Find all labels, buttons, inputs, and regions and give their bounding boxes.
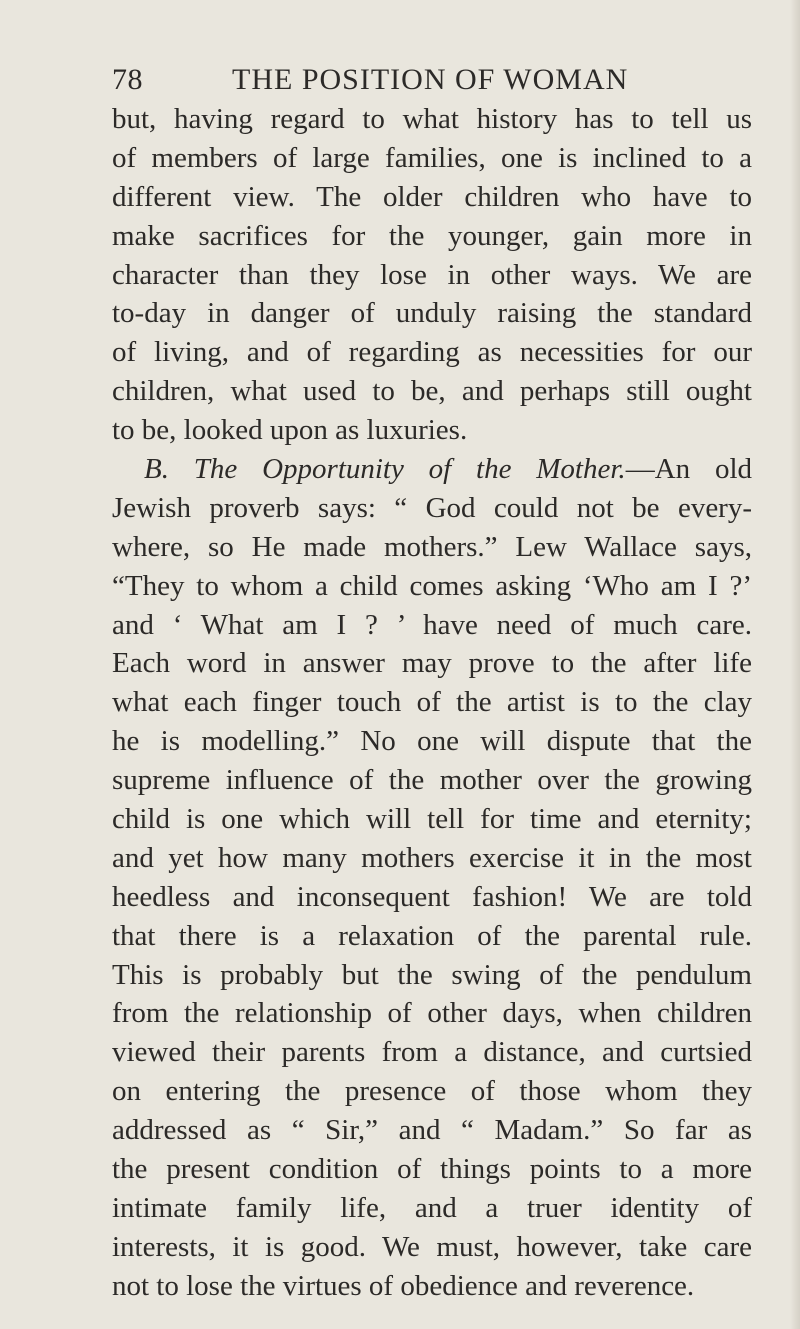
text-line: on entering the presence of those whom they <box>112 1075 752 1108</box>
text-line: addressed as “ Sir,” and “ Madam.” So far as <box>112 1114 752 1147</box>
section-heading-continuation: —An old <box>625 453 752 486</box>
text-line: from the relationship of other days, when children <box>112 997 752 1030</box>
text-line: interests, it is good. We must, however, take care <box>112 1230 752 1263</box>
section-heading-line <box>112 450 752 489</box>
section-heading: B. The Opportunity of the Mother. <box>144 453 626 486</box>
text-line: heedless and inconsequent fashion! We are told <box>112 880 752 913</box>
text-line: Jewish proverb says: “ God could not be every- <box>112 491 752 524</box>
text-line: character than they lose in other ways. We are <box>112 258 752 291</box>
text-line: of living, and of regarding as necessities for our <box>112 336 752 369</box>
text-line: “They to whom a child comes asking ‘Who am I ?’ <box>112 569 752 602</box>
text-line: supreme influence of the mother over the growing <box>112 764 752 797</box>
text-line: make sacrifices for the younger, gain more in <box>112 219 752 252</box>
running-title: THE POSITION OF WOMAN <box>232 63 629 96</box>
running-head <box>112 60 752 100</box>
page-number: 78 <box>112 63 143 96</box>
text-line: Each word in answer may prove to the after life <box>112 647 752 680</box>
body-text <box>112 100 752 1306</box>
text-line: children, what used to be, and perhaps still ought <box>112 375 752 408</box>
text-line: This is probably but the swing of the pendulum <box>112 958 752 991</box>
page-edge-shadow <box>790 0 800 1329</box>
text-line: but, having regard to what history has to tell us <box>112 103 752 135</box>
text-line: different view. The older children who have to <box>112 180 752 213</box>
text-line: to-day in danger of unduly raising the standard <box>112 297 752 330</box>
text-line: not to lose the virtues of obedience and reverence. <box>112 1269 695 1302</box>
text-line: what each finger touch of the artist is to the clay <box>112 686 752 719</box>
text-line: he is modelling.” No one will dispute that the <box>112 725 752 758</box>
text-line: to be, looked upon as luxuries. <box>112 414 468 447</box>
text-line: that there is a relaxation of the parental rule. <box>112 919 752 952</box>
text-line: of members of large families, one is inclined to a <box>112 141 752 174</box>
text-line: the present condition of things points to a more <box>112 1153 752 1186</box>
text-line: where, so He made mothers.” Lew Wallace says, <box>112 530 752 563</box>
text-line: intimate family life, and a truer identity of <box>112 1191 752 1224</box>
text-line: child is one which will tell for time and eternity; <box>112 803 752 836</box>
text-line: viewed their parents from a distance, and curtsied <box>112 1036 752 1069</box>
text-line: and yet how many mothers exercise it in the most <box>112 841 752 874</box>
text-line: and ‘ What am I ? ’ have need of much care. <box>112 608 752 641</box>
